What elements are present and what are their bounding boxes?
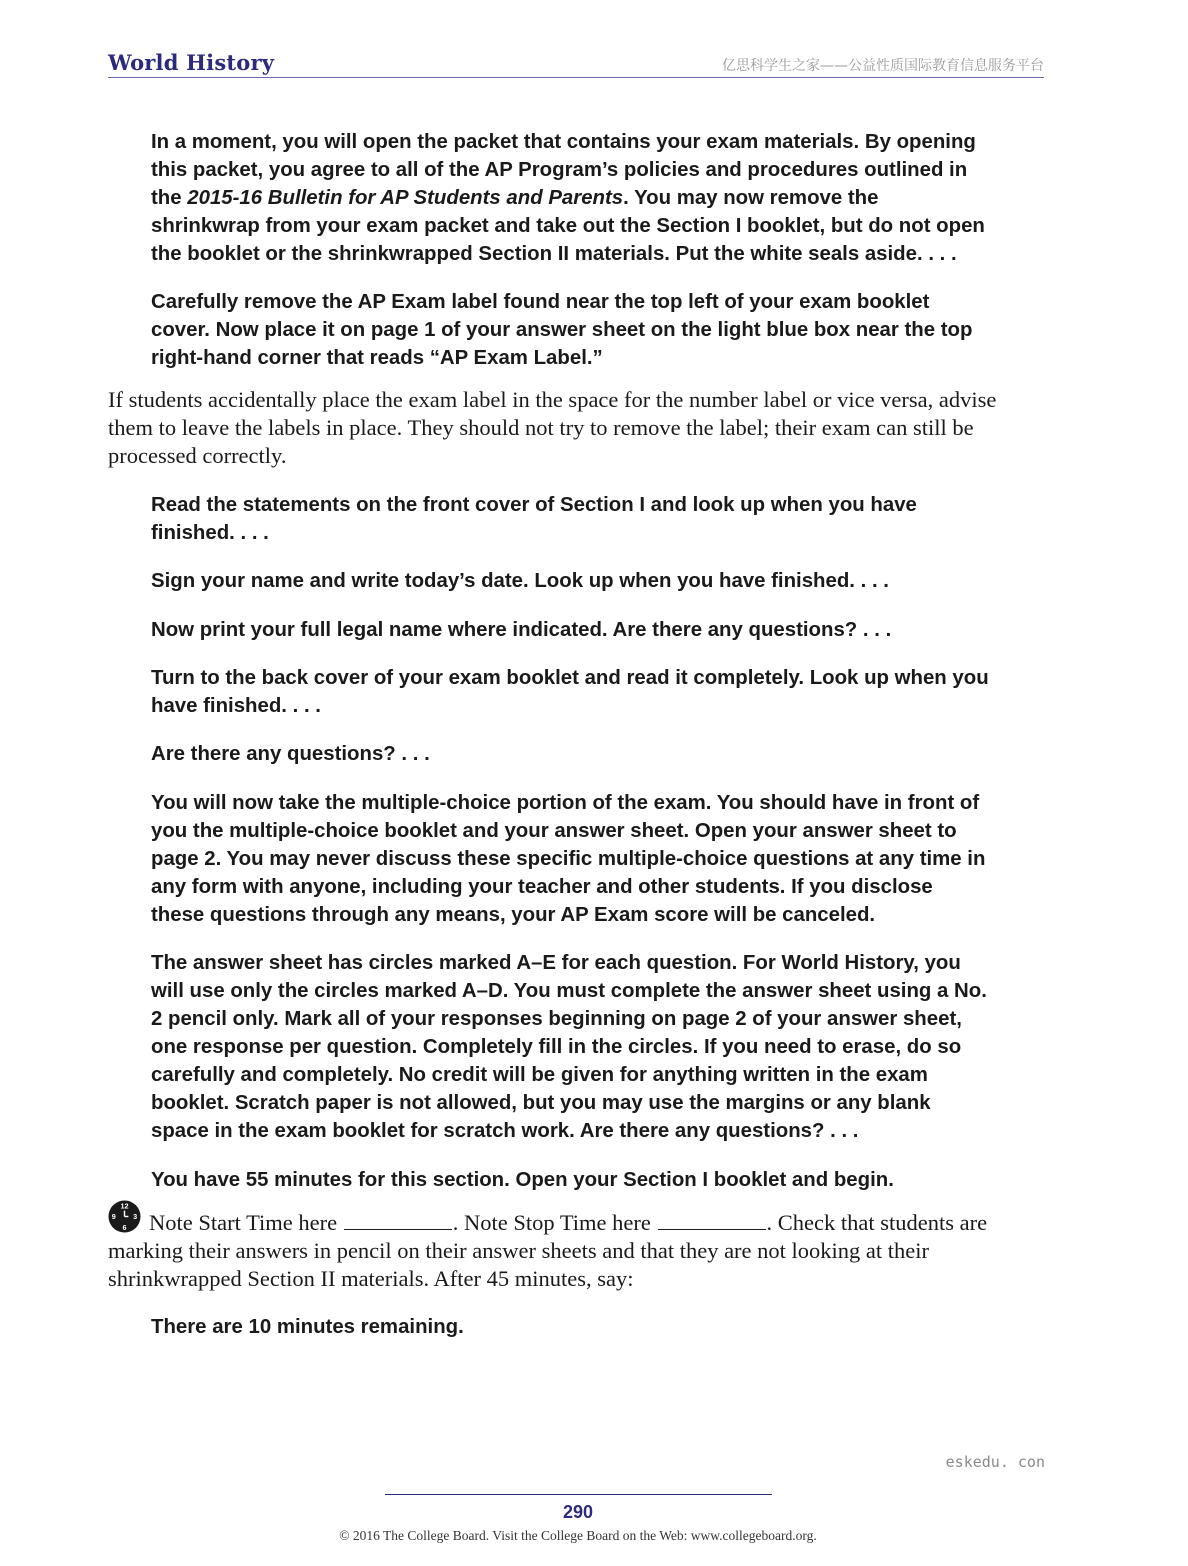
script-paragraph-answer-sheet: The answer sheet has circles marked A–E for each question. For World History, you will use only the circles marked A–D. You must complete the answer sheet using a No. 2 pencil only. Mark all of your responses beginning on page 2 of your answer sheet, one response per question. Completely fill in the circles. If you need to erase, do so carefully and completely. No credit will be given for anything written in the exam booklet. Scratch paper is not allowed, but you may use the margins or any blank space in the exam booklet for scratch work. Are there any questions? . . . [151, 952, 987, 1143]
footer-divider [385, 1494, 772, 1495]
clock-label-3: 3 [133, 1211, 138, 1221]
script-paragraph-remaining: There are 10 minutes remaining. [151, 1315, 464, 1338]
clock-icon [108, 1200, 141, 1233]
script-paragraph-print-name: Now print your full legal name where indicated. Are there any questions? . . . [151, 618, 892, 641]
page-body [108, 128, 1044, 1355]
note-check-text: . Check that students are marking their answers in pencil on their answer sheets and that they are not looking at their shrinkwrapped Section II materials. After 45 minutes, say: [108, 1209, 988, 1291]
proctor-note-timing [108, 1201, 1044, 1293]
site-watermark: eskedu. con [945, 1453, 1045, 1471]
running-head-title: World History [108, 50, 275, 75]
page-number: 290 [562, 1502, 594, 1522]
clock-label-12: 12 [120, 1201, 129, 1211]
script-paragraph-multiple-choice: You will now take the multiple-choice portion of the exam. You should have in front of you the multiple-choice booklet and your answer sheet. Open your answer sheet to page 2. You may never discuss these specific multiple-choice questions at any time in any form with anyone, including your teacher and other students. If you disclose these questions through any means, your AP Exam score will be canceled. [151, 791, 986, 926]
script-paragraph-sign: Sign your name and write today’s date. Look up when you have finished. . . . [151, 570, 889, 593]
header-divider [108, 77, 1044, 78]
script-text: In a moment, you will open the packet that contains your exam materials. By opening this packet, you agree to all of the AP Program’s policies and procedures outlined in the [151, 131, 976, 209]
script-paragraph-label: Carefully remove the AP Exam label found near the top left of your exam booklet cover. Now place it on page 1 of your answer sheet on the light blue box near the top right-hand corner that reads “AP Exam Label.” [151, 291, 973, 370]
script-text: . You may now remove the shrinkwrap from your exam packet and take out the Section I booklet, but do not open the booklet or the shrinkwrapped Section II materials. Put the white seals aside. . . . [151, 187, 985, 265]
copyright-line: © 2016 The College Board. Visit the College Board on the Web: www.collegeboard.org. [339, 1528, 817, 1543]
proctor-note-label: If students accidentally place the exam label in the space for the number label or vice versa, advise them to leave the labels in place. They should not try to remove the label; their exam can still be processed correctly. [108, 387, 997, 469]
note-start-text: Note Start Time here [149, 1209, 338, 1235]
script-paragraph-back-cover: Turn to the back cover of your exam booklet and read it completely. Look up when you have finished. . . . [151, 666, 989, 717]
header-watermark: 亿思科学生之家——公益性质国际教育信息服务平台 [722, 58, 1044, 74]
start-time-blank [344, 1229, 452, 1230]
bulletin-title: 2015-16 Bulletin for AP Students and Parents [187, 187, 624, 209]
note-stop-text: . Note Stop Time here [452, 1209, 651, 1235]
script-paragraph-begin: You have 55 minutes for this section. Open your Section I booklet and begin. [151, 1168, 894, 1191]
script-paragraph-packet [151, 128, 991, 268]
clock-label-9: 9 [111, 1211, 116, 1221]
clock-label-6: 6 [122, 1222, 127, 1232]
stop-time-blank [658, 1229, 766, 1230]
script-paragraph-front-cover: Read the statements on the front cover of Section I and look up when you have finished. . . . [151, 493, 917, 544]
script-paragraph-questions: Are there any questions? . . . [151, 743, 430, 766]
